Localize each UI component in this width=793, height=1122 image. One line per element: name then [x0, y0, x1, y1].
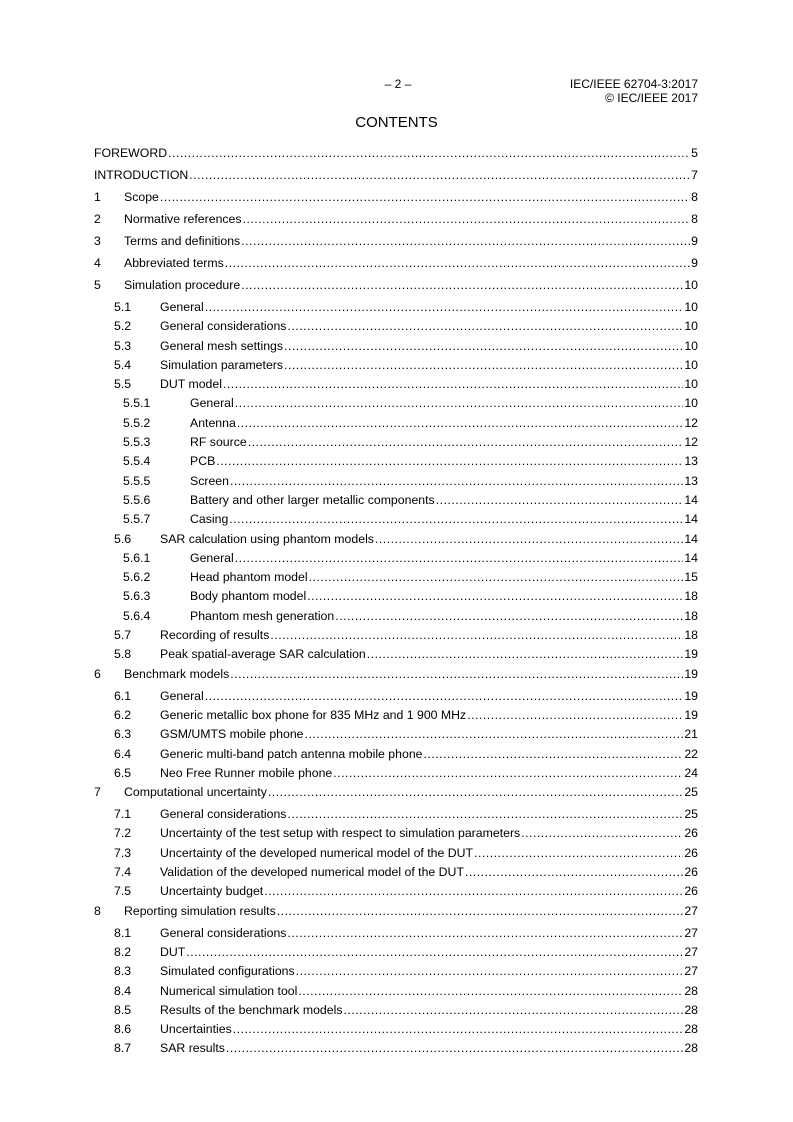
toc-entry-number: 5.6.3 [123, 589, 151, 604]
toc-entry-page[interactable]: 27 [684, 964, 698, 979]
toc-entry-number: 8.7 [114, 1041, 132, 1056]
toc-entry-page[interactable]: 10 [684, 319, 698, 334]
toc-entry-page[interactable]: 18 [684, 589, 698, 604]
toc-entry-page[interactable]: 18 [684, 628, 698, 643]
table-of-contents [94, 144, 698, 1059]
toc-entry-page[interactable]: 19 [684, 647, 698, 662]
dot-leader [226, 1039, 683, 1057]
toc-entry-page[interactable]: 14 [684, 492, 698, 507]
toc-entry-title[interactable]: Simulated configurations [160, 964, 295, 979]
toc-entry[interactable] [94, 1039, 698, 1058]
toc-entry-title[interactable]: Generic metallic box phone for 835 MHz and 1 900 MHz [160, 707, 467, 722]
toc-entry-page[interactable]: 19 [684, 688, 698, 703]
toc-entry-number: 5.7 [114, 628, 132, 643]
dot-leader [474, 844, 683, 862]
dot-leader [307, 587, 683, 605]
toc-entry-page[interactable]: 14 [684, 512, 698, 527]
toc-entry[interactable] [94, 943, 698, 962]
toc-entry-title[interactable]: Casing [190, 512, 229, 527]
toc-entry[interactable] [94, 665, 698, 687]
toc-entry-title[interactable]: Results of the benchmark models [160, 1002, 343, 1017]
toc-entry[interactable] [94, 356, 698, 375]
copyright-notice: © IEC/IEEE 2017 [605, 91, 698, 105]
dot-leader [287, 805, 683, 823]
toc-entry-number: 8.6 [114, 1022, 132, 1037]
toc-entry-title[interactable]: General considerations [160, 807, 287, 822]
dot-leader [305, 725, 684, 743]
toc-entry-number: 7 [94, 785, 101, 800]
toc-entry-number: 8 [94, 903, 101, 918]
toc-entry-title[interactable]: Abbreviated terms [124, 256, 224, 270]
document-header [570, 77, 698, 105]
toc-entry-title[interactable]: Phantom mesh generation [190, 608, 335, 623]
toc-entry-number: 3 [94, 234, 101, 248]
toc-entry[interactable] [94, 962, 698, 981]
toc-entry-page[interactable]: 10 [684, 278, 698, 292]
toc-entry-title[interactable]: RF source [190, 435, 247, 450]
toc-entry[interactable] [94, 982, 698, 1001]
dot-leader [241, 232, 690, 250]
dot-leader [424, 745, 684, 763]
toc-entry[interactable] [94, 764, 698, 783]
toc-entry-page[interactable]: 8 [691, 212, 698, 226]
dot-leader [205, 687, 684, 705]
toc-entry-page[interactable]: 14 [684, 531, 698, 546]
dot-leader [223, 375, 683, 393]
dot-leader [277, 902, 684, 920]
dot-leader [235, 549, 684, 567]
toc-entry-number: 8.1 [114, 925, 132, 940]
dot-leader [264, 882, 683, 900]
toc-entry[interactable] [94, 510, 698, 529]
toc-entry-title[interactable]: General [190, 550, 234, 565]
dot-leader [189, 166, 690, 184]
toc-entry-page[interactable]: 5 [691, 146, 698, 160]
toc-entry-page[interactable]: 13 [684, 473, 698, 488]
toc-entry-title[interactable]: Peak spatial-average SAR calculation [160, 647, 366, 662]
toc-entry-page[interactable]: 26 [684, 826, 698, 841]
toc-entry-title[interactable]: Screen [190, 473, 229, 488]
toc-entry-title[interactable]: SAR results [160, 1041, 225, 1056]
toc-entry-title[interactable]: Normative references [124, 212, 242, 226]
dot-leader [237, 414, 683, 432]
toc-entry[interactable] [94, 276, 698, 298]
toc-entry-number: 7.1 [114, 807, 132, 822]
toc-entry-number: 5.5.2 [123, 415, 151, 430]
dot-leader [436, 491, 684, 509]
toc-entry[interactable] [94, 687, 698, 706]
toc-entry-number: 5.5.3 [123, 435, 151, 450]
toc-entry-title[interactable]: General [190, 396, 234, 411]
dot-leader [230, 472, 683, 490]
toc-entry-number: 5.5.6 [123, 492, 151, 507]
toc-entry-page[interactable]: 10 [684, 300, 698, 314]
dot-leader [160, 188, 690, 206]
toc-entry-page[interactable]: 28 [684, 1041, 698, 1056]
toc-entry-page[interactable]: 10 [684, 377, 698, 392]
toc-entry-number: 7.3 [114, 845, 132, 860]
toc-entry-page[interactable]: 15 [684, 570, 698, 585]
dot-leader [287, 317, 683, 335]
toc-entry-number: 5.5.4 [123, 454, 151, 469]
toc-entry[interactable] [94, 144, 698, 166]
toc-entry[interactable] [94, 568, 698, 587]
dot-leader [270, 626, 683, 644]
toc-entry-number: 6.5 [114, 765, 132, 780]
toc-entry[interactable] [94, 166, 698, 188]
toc-entry[interactable] [94, 745, 698, 764]
dot-leader [216, 452, 683, 470]
toc-entry-title[interactable]: Benchmark models [124, 666, 230, 681]
toc-entry-title[interactable]: Uncertainties [160, 1022, 232, 1037]
toc-entry-number: 5.5.1 [123, 396, 151, 411]
toc-entry[interactable] [94, 210, 698, 232]
toc-entry-page[interactable]: 10 [684, 338, 698, 353]
toc-entry-page[interactable]: 28 [684, 1022, 698, 1037]
toc-entry-title[interactable]: Antenna [190, 415, 236, 430]
dot-leader [298, 982, 683, 1000]
toc-entry-title[interactable]: DUT [160, 944, 186, 959]
toc-entry-page[interactable]: 26 [684, 845, 698, 860]
toc-entry-title[interactable]: General mesh settings [160, 338, 284, 353]
toc-entry[interactable] [94, 587, 698, 606]
toc-entry-title[interactable]: General [160, 688, 204, 703]
toc-entry-title[interactable]: Reporting simulation results [124, 903, 276, 918]
dot-leader [344, 1001, 684, 1019]
toc-entry-page[interactable]: 19 [684, 707, 698, 722]
toc-entry-number: 5.3 [114, 338, 132, 353]
toc-entry-title[interactable]: Uncertainty of the developed numerical model of the DUT [160, 845, 474, 860]
toc-entry-page[interactable]: 9 [691, 256, 698, 270]
toc-entry-title[interactable]: General considerations [160, 319, 287, 334]
toc-entry[interactable] [94, 452, 698, 471]
toc-entry-page[interactable]: 8 [691, 190, 698, 204]
toc-entry-number: 6.1 [114, 688, 132, 703]
toc-entry[interactable] [94, 472, 698, 491]
toc-entry-page[interactable]: 14 [684, 550, 698, 565]
toc-entry[interactable] [94, 1001, 698, 1020]
toc-entry-number: 2 [94, 212, 101, 226]
toc-entry-number: 8.5 [114, 1002, 132, 1017]
toc-entry[interactable] [94, 902, 698, 924]
toc-entry-number: 6 [94, 666, 101, 681]
toc-entry-number: 8.2 [114, 944, 132, 959]
toc-entry-title[interactable]: Generic multi-band patch antenna mobile phone [160, 746, 423, 761]
toc-entry-title[interactable]: Battery and other larger metallic components [190, 492, 435, 507]
toc-entry-title[interactable]: Scope [124, 190, 159, 204]
toc-entry-title[interactable]: GSM/UMTS mobile phone [160, 727, 304, 742]
dot-leader [241, 276, 683, 294]
toc-entry-number: 1 [94, 190, 101, 204]
toc-entry-number: 6.4 [114, 746, 132, 761]
toc-entry-page[interactable]: 27 [684, 944, 698, 959]
dot-leader [186, 943, 683, 961]
toc-entry-page[interactable]: 9 [691, 234, 698, 248]
toc-entry-title[interactable]: General [160, 300, 204, 314]
toc-entry[interactable] [94, 824, 698, 843]
dot-leader [233, 1020, 684, 1038]
dot-leader [309, 568, 684, 586]
toc-entry[interactable] [94, 844, 698, 863]
toc-entry-title[interactable]: Validation of the developed numerical model of the DUT [160, 865, 464, 880]
toc-entry-page[interactable]: 10 [684, 396, 698, 411]
dot-leader [248, 433, 684, 451]
dot-leader [205, 298, 684, 316]
toc-entry-page[interactable]: 24 [684, 765, 698, 780]
toc-entry[interactable] [94, 394, 698, 413]
toc-entry[interactable] [94, 298, 698, 317]
toc-entry[interactable] [94, 783, 698, 805]
dot-leader [243, 210, 691, 228]
toc-entry[interactable] [94, 317, 698, 336]
toc-entry-number: 5.6.4 [123, 608, 151, 623]
toc-entry[interactable] [94, 530, 698, 549]
toc-entry[interactable] [94, 607, 698, 626]
toc-entry-title[interactable]: Simulation procedure [124, 278, 241, 292]
toc-entry[interactable] [94, 805, 698, 824]
toc-entry-page[interactable]: 10 [684, 357, 698, 372]
toc-entry-number: 8.3 [114, 964, 132, 979]
toc-entry[interactable] [94, 882, 698, 901]
toc-entry-title[interactable]: Body phantom model [190, 589, 307, 604]
dot-leader [465, 863, 683, 881]
toc-entry-title[interactable]: Simulation parameters [160, 357, 284, 372]
toc-entry-title[interactable]: FOREWORD [94, 146, 168, 160]
toc-entry-number: 4 [94, 256, 101, 270]
toc-entry[interactable] [94, 863, 698, 882]
toc-entry-number: 7.5 [114, 884, 132, 899]
toc-entry[interactable] [94, 232, 698, 254]
dot-leader [284, 337, 683, 355]
toc-entry-title[interactable]: Numerical simulation tool [160, 983, 298, 998]
toc-entry[interactable] [94, 706, 698, 725]
dot-leader [287, 924, 683, 942]
toc-entry-page[interactable]: 19 [684, 666, 698, 681]
toc-entry[interactable] [94, 414, 698, 433]
toc-entry[interactable] [94, 549, 698, 568]
toc-entry-number: 5.4 [114, 357, 132, 372]
toc-entry-page[interactable]: 25 [684, 807, 698, 822]
toc-entry-title[interactable]: General considerations [160, 925, 287, 940]
dot-leader [230, 665, 683, 683]
dot-leader [296, 962, 684, 980]
toc-entry-page[interactable]: 27 [684, 925, 698, 940]
toc-entry-number: 5.2 [114, 319, 132, 334]
toc-entry[interactable] [94, 725, 698, 744]
toc-entry-page[interactable]: 28 [684, 1002, 698, 1017]
toc-entry[interactable] [94, 188, 698, 210]
toc-entry[interactable] [94, 491, 698, 510]
toc-entry-title[interactable]: Terms and definitions [124, 234, 241, 248]
toc-entry[interactable] [94, 375, 698, 394]
toc-entry[interactable] [94, 924, 698, 943]
dot-leader [268, 783, 683, 801]
toc-entry-page[interactable]: 7 [691, 168, 698, 182]
toc-entry-number: 6.2 [114, 707, 132, 722]
toc-entry-number: 5.5.5 [123, 473, 151, 488]
toc-entry-title[interactable]: Head phantom model [190, 570, 308, 585]
toc-entry-page[interactable]: 28 [684, 983, 698, 998]
toc-entry-page[interactable]: 22 [684, 746, 698, 761]
toc-entry-title[interactable]: Computational uncertainty [124, 785, 267, 800]
toc-entry-page[interactable]: 26 [684, 884, 698, 899]
toc-entry[interactable] [94, 433, 698, 452]
toc-entry-number: 7.4 [114, 865, 132, 880]
page-title: CONTENTS [355, 114, 438, 131]
toc-entry-number: 5.6 [114, 531, 132, 546]
toc-entry-number: 5 [94, 278, 101, 292]
dot-leader [225, 254, 690, 272]
standard-id: IEC/IEEE 62704-3:2017 [569, 77, 698, 91]
dot-leader [235, 394, 684, 412]
toc-entry-title[interactable]: PCB [190, 454, 216, 469]
toc-entry-title[interactable]: Uncertainty budget [160, 884, 264, 899]
toc-entry[interactable] [94, 626, 698, 645]
toc-entry-page[interactable]: 12 [684, 435, 698, 450]
toc-entry-number: 5.1 [114, 300, 132, 314]
toc-entry-title[interactable]: Uncertainty of the test setup with respect to simulation parameters [160, 826, 521, 841]
toc-entry-page[interactable]: 26 [684, 865, 698, 880]
toc-entry-number: 8.4 [114, 983, 132, 998]
toc-entry-title[interactable]: Recording of results [160, 628, 270, 643]
toc-entry-number: 5.6.2 [123, 570, 151, 585]
dot-leader [168, 144, 690, 162]
toc-entry-page[interactable]: 21 [684, 727, 698, 742]
dot-leader [335, 607, 683, 625]
page-number: – 2 – [384, 77, 412, 91]
toc-entry-page[interactable]: 27 [684, 903, 698, 918]
toc-entry-number: 5.5 [114, 377, 132, 392]
toc-entry[interactable] [94, 1020, 698, 1039]
dot-leader [229, 510, 683, 528]
toc-entry-title[interactable]: DUT model [160, 377, 222, 392]
dot-leader [521, 824, 683, 842]
toc-entry-page[interactable]: 25 [684, 785, 698, 800]
dot-leader [284, 356, 683, 374]
toc-entry-title[interactable]: Neo Free Runner mobile phone [160, 765, 333, 780]
dot-leader [467, 706, 683, 724]
toc-entry-title[interactable]: INTRODUCTION [94, 168, 189, 182]
toc-entry-number: 5.5.7 [123, 512, 151, 527]
toc-entry[interactable] [94, 645, 698, 664]
toc-entry-number: 6.3 [114, 727, 132, 742]
toc-entry-number: 5.6.1 [123, 550, 151, 565]
dot-leader [367, 645, 684, 663]
toc-entry-page[interactable]: 12 [684, 415, 698, 430]
toc-entry-number: 5.8 [114, 647, 132, 662]
dot-leader [375, 530, 683, 548]
toc-entry-page[interactable]: 13 [684, 454, 698, 469]
toc-entry-title[interactable]: SAR calculation using phantom models [160, 531, 374, 546]
dot-leader [333, 764, 683, 782]
toc-entry[interactable] [94, 254, 698, 276]
toc-entry-page[interactable]: 18 [684, 608, 698, 623]
toc-entry-number: 7.2 [114, 826, 132, 841]
toc-entry[interactable] [94, 337, 698, 356]
